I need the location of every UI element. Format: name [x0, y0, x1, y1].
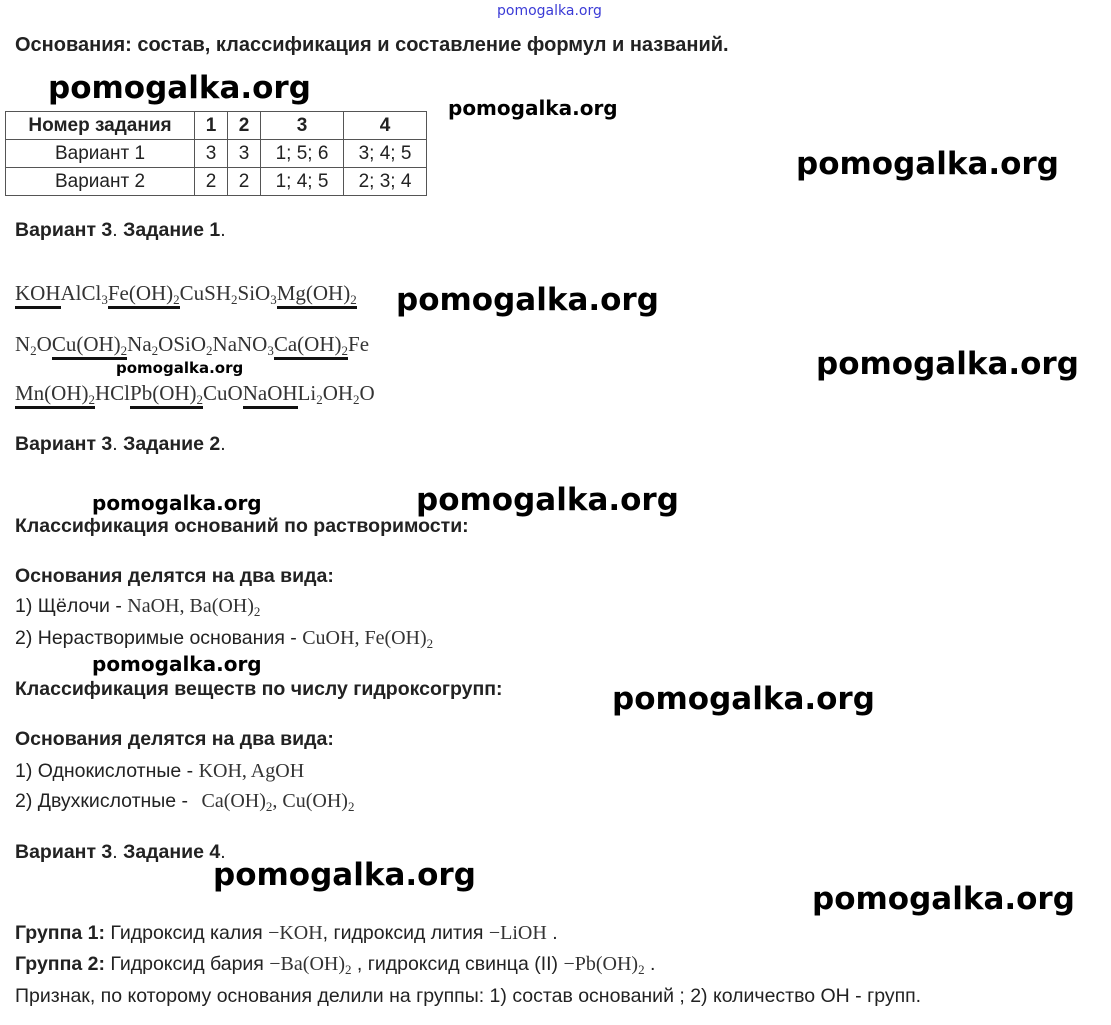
formula: $H_2O$ — [337, 381, 375, 407]
watermark: pomogalka.org — [796, 146, 1059, 182]
formula-base: $Cu(OH)_2$ — [51, 332, 128, 358]
table-row — [6, 140, 427, 168]
watermark: pomogalka.org — [116, 359, 244, 377]
table-header-cell: 2 — [228, 112, 261, 140]
watermark: pomogalka.org — [448, 96, 618, 120]
table-cell: 2; 3; 4 — [344, 168, 427, 196]
watermark-top: pomogalka.org — [497, 3, 602, 19]
formula: $N_2O$ — [15, 332, 52, 358]
formula: $Na_2O$ — [127, 332, 174, 358]
formula: AlCl$_3$ — [60, 281, 108, 307]
formula: SiO$_2$ — [173, 332, 213, 358]
solubility-title: Классификация оснований по растворимости: — [15, 515, 469, 537]
table-cell: Вариант 2 — [6, 168, 195, 196]
formula-row-2 — [15, 332, 369, 359]
formula-row-3 — [15, 381, 375, 408]
formula: CuO — [203, 381, 243, 405]
formula-base: $Pb(OH)_2$ — [130, 381, 204, 407]
watermark: pomogalka.org — [396, 282, 659, 318]
task2-heading: Вариант 3. Задание 2. — [15, 433, 226, 455]
formula: NaNO$_3$ — [212, 332, 274, 358]
formula-base: KOH — [15, 281, 61, 309]
table-cell: 3 — [195, 140, 228, 168]
table-header-cell: 3 — [261, 112, 344, 140]
hydroxo-title: Классификация веществ по числу гидроксогрупп: — [15, 678, 503, 700]
page-title: Основания: состав, классификация и составление формул и названий. — [15, 34, 729, 56]
table-header-cell: Номер задания — [6, 112, 195, 140]
table-cell: 3 — [228, 140, 261, 168]
table-cell: 3; 4; 5 — [344, 140, 427, 168]
monoacid-line: 1) Однокислотные - KOH, AgOH — [15, 760, 305, 782]
formula: HCl — [95, 381, 131, 405]
formula-base: NaOH — [243, 381, 298, 409]
formula-base: $Fe(OH)_2$ — [107, 281, 180, 307]
table-cell: Вариант 1 — [6, 140, 195, 168]
watermark: pomogalka.org — [213, 857, 476, 893]
formula-base: $Mg(OH)_2$ — [276, 281, 357, 307]
formula: CuS — [179, 281, 216, 305]
table-cell: 2 — [228, 168, 261, 196]
watermark: pomogalka.org — [92, 491, 262, 515]
watermark: pomogalka.org — [48, 70, 311, 106]
answer-table — [5, 111, 427, 196]
table-cell: 2 — [195, 168, 228, 196]
watermark: pomogalka.org — [612, 681, 875, 717]
formula-row-1 — [15, 281, 357, 308]
kinds-heading: Основания делятся на два вида: — [15, 728, 334, 750]
formula: $H_2SiO_3$ — [215, 281, 277, 307]
table-header-cell: 4 — [344, 112, 427, 140]
task1-heading: Вариант 3. Задание 1. — [15, 219, 226, 241]
insoluble-line: 2) Нерастворимые основания - CuOH, $Fe(OH)_2$ — [15, 627, 434, 651]
group1-line: Группа 1: Гидроксид калия −KOH, гидроксид лития −LiOH . — [15, 922, 558, 944]
watermark: pomogalka.org — [416, 482, 679, 518]
formula-base: $Ca(OH)_2$ — [273, 332, 349, 358]
grouping-criterion: Признак, по которому основания делили на группы: 1) состав оснований ; 2) количество ОН - групп. — [15, 985, 922, 1007]
watermark: pomogalka.org — [816, 346, 1079, 382]
table-header-row — [6, 112, 427, 140]
table-cell: 1; 5; 6 — [261, 140, 344, 168]
task4-heading: Вариант 3. Задание 4. — [15, 841, 226, 863]
formula: Fe — [348, 332, 370, 356]
table-header-cell: 1 — [195, 112, 228, 140]
watermark: pomogalka.org — [812, 881, 1075, 917]
alkali-line: 1) Щёлочи - NaOH, $Ba(OH)_2$ — [15, 595, 261, 619]
table-row — [6, 168, 427, 196]
table-cell: 1; 4; 5 — [261, 168, 344, 196]
diacid-line: 2) Двухкислотные - $Ca(OH)_2$, $Cu(OH)_2$ — [15, 790, 355, 814]
formula-base: $Mn(OH)_2$ — [15, 381, 95, 407]
watermark: pomogalka.org — [92, 652, 262, 676]
formula: $Li_2O$ — [297, 381, 338, 407]
kinds-heading: Основания делятся на два вида: — [15, 565, 334, 587]
group2-line: Группа 2: Гидроксид бария $-Ba(OH)_2$ , гидроксид свинца $(II) -Pb(OH)_2$ . — [15, 953, 656, 977]
